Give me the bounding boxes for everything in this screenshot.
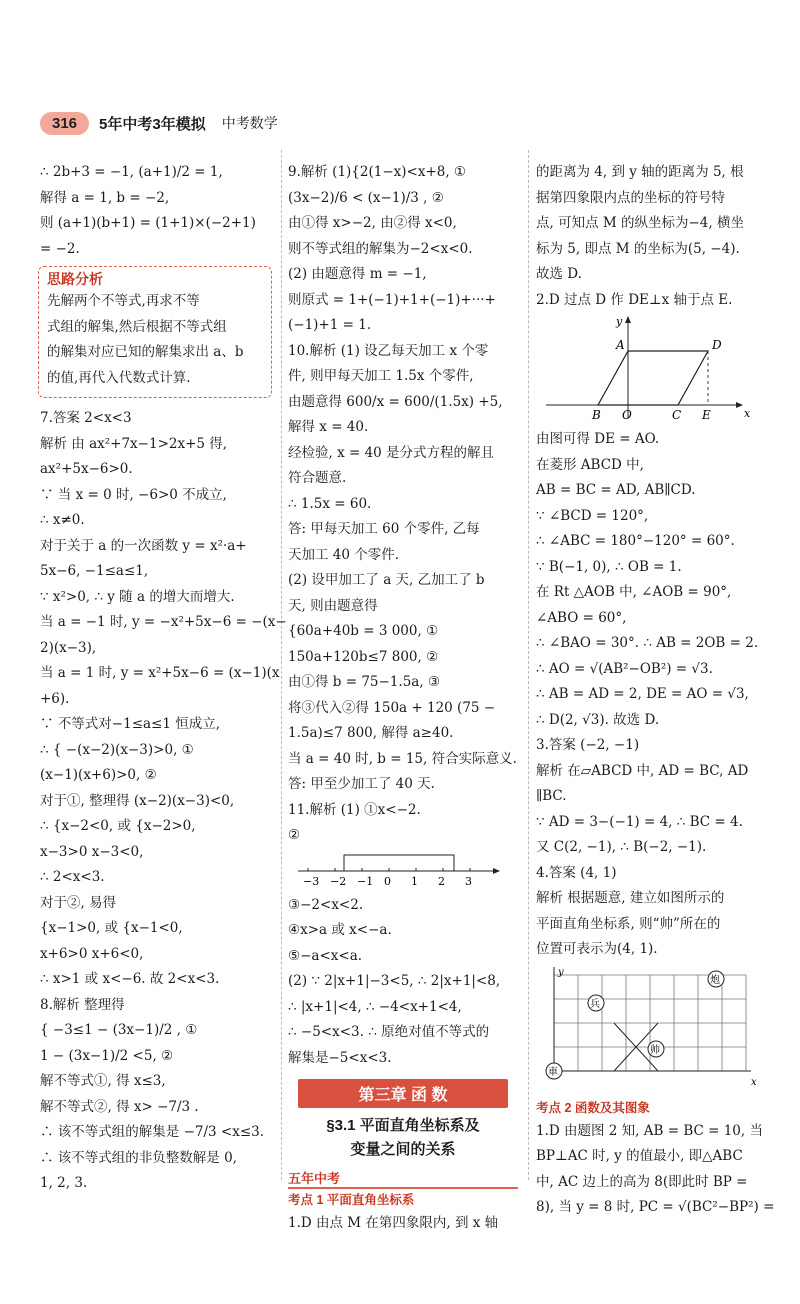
text-line: 8.解析 整理得 <box>40 996 125 1013</box>
rhombus-figure <box>536 313 756 423</box>
text-line: 当 a = 40 时, b = 15, 符合实际意义. <box>288 750 517 767</box>
text-line: ∵ ∠BCD = 120°, <box>536 507 649 524</box>
exam-point-1: 考点 1 平面直角坐标系 <box>288 1193 415 1207</box>
column-divider <box>281 150 282 1180</box>
text-line: BP⊥AC 时, y 的值最小, 即△ABC <box>536 1148 743 1164</box>
text-line: ∴ 1.5x = 60. <box>288 495 372 512</box>
text-line: ∵ AD = 3−(−1) = 4, ∴ BC = 4. <box>536 813 743 830</box>
analysis-box <box>38 266 272 398</box>
exam-point-2: 考点 2 函数及其图象 <box>536 1100 650 1115</box>
text-line: 据第四象限内点的坐标的符号特 <box>536 189 725 206</box>
text-line: ∵ 当 x = 0 时, −6>0 不成立, <box>40 486 227 503</box>
text-line: 解析 在▱ABCD 中, AD = BC, AD <box>536 762 749 779</box>
text-line: (2) ∵ 2|x+1|−3<5, ∴ 2|x+1|<8, <box>288 973 501 989</box>
text-line: 则 (a+1)(b+1) = (1+1)×(−2+1) <box>40 215 256 231</box>
text-line: = −2. <box>40 240 80 257</box>
number-line-arrow-icon <box>493 868 500 874</box>
text-line: 1.5a)≤7 800, 解得 a≥40. <box>288 725 454 741</box>
text-line: 对于关于 a 的一次函数 y = x²·a+ <box>40 537 247 554</box>
text-line: x+6>0 x+6<0, <box>40 945 144 962</box>
subject-title: 中考数学 <box>221 115 278 131</box>
number-line-label: −3 <box>303 874 320 888</box>
text-line: { −3≤1 − (3x−1)/2 , ① <box>40 1022 198 1038</box>
text-line: 在 Rt △AOB 中, ∠AOB = 90°, <box>536 584 732 600</box>
section-title-2: 变量之间的关系 <box>350 1141 456 1158</box>
board-label-x: x <box>751 1076 757 1088</box>
col1-text-b <box>40 406 287 1197</box>
number-line-label: 2 <box>438 874 445 888</box>
text-line: (3x−2)/6 < (x−1)/3 , ② <box>288 189 444 206</box>
text-line: ∴ |x+1|<4, ∴ −4<x+1<4, <box>288 998 462 1015</box>
text-line: ∴ 2b+3 = −1, (a+1)/2 = 1, <box>40 164 223 180</box>
piece-che: 車 <box>548 1066 558 1078</box>
text-line: 1 − (3x−1)/2 <5, ② <box>40 1047 174 1064</box>
text-line: 8), 当 y = 8 时, PC = √(BC²−BP²) = <box>536 1199 775 1215</box>
text-line: 对于①, 整理得 (x−2)(x−3)<0, <box>40 792 235 809</box>
label-x: x <box>744 407 751 420</box>
number-line-figure <box>288 849 508 889</box>
text-line: {x−1>0, 或 {x−1<0, <box>40 920 183 936</box>
text-line: ∵ B(−1, 0), ∴ OB = 1. <box>536 558 682 575</box>
text-line: 在菱形 ABCD 中, <box>536 456 644 473</box>
text-line: ③−2<x<2. <box>288 896 364 913</box>
text-line: 1, 2, 3. <box>40 1175 88 1191</box>
rhombus-abcd <box>598 351 708 405</box>
text-line: 解析 根据题意, 建立如图所示的 <box>536 890 725 906</box>
board-label-y: y <box>558 966 564 978</box>
label-y: y <box>616 315 623 328</box>
text-line: 先解两个不等式,再求不等 <box>47 293 200 309</box>
text-line: 当 a = 1 时, y = x²+5x−6 = (x−1)(x <box>40 665 280 681</box>
text-line: ax²+5x−6>0. <box>40 461 133 477</box>
text-line: 7.答案 2<x<3 <box>40 410 132 426</box>
text-line: 答: 甲每天加工 60 个零件, 乙每 <box>288 521 480 537</box>
interval-box <box>344 855 454 871</box>
text-line: x−3>0 x−3<0, <box>40 843 144 860</box>
book-title: 5年中考3年模拟 <box>99 115 206 133</box>
text-line: 答: 甲至少加工了 40 天. <box>288 776 435 792</box>
page-header <box>40 108 278 138</box>
text-line: 件, 则甲每天加工 1.5x 个零件, <box>288 368 474 384</box>
text-line: 2)(x−3), <box>40 639 97 656</box>
label-B: B <box>592 408 601 422</box>
text-line: ∴ 该不等式组的非负整数解是 0, <box>40 1149 237 1166</box>
text-line: 由①得 x>−2, 由②得 x<0, <box>288 215 457 231</box>
text-line: 由题意得 600/x = 600/(1.5x) +5, <box>288 393 503 410</box>
label-D: D <box>712 338 722 352</box>
text-line: 式组的解集,然后根据不等式组 <box>47 318 227 335</box>
col1-text-a <box>40 160 272 262</box>
column-1 <box>40 160 287 1197</box>
label-O: O <box>622 408 632 422</box>
text-line: 则原式 = 1+(−1)+1+(−1)+···+ <box>288 291 496 308</box>
text-line: 1.D 由题图 2 知, AB = BC = 10, 当 <box>536 1122 763 1139</box>
text-line: 4.答案 (4, 1) <box>536 864 617 881</box>
text-line: 1.D 由点 M 在第四象限内, 到 x 轴 <box>288 1215 499 1231</box>
number-line-label: 1 <box>411 874 418 888</box>
text-line: ∴ D(2, √3). 故选 D. <box>536 711 660 728</box>
number-line-label: 0 <box>384 874 391 888</box>
col2-text-a <box>288 160 518 849</box>
text-line: 又 C(2, −1), ∴ B(−2, −1). <box>536 839 707 855</box>
text-line: (x−1)(x+6)>0, ② <box>40 767 157 783</box>
text-line: ∴ ∠ABC = 180°−120° = 60°. <box>536 533 735 549</box>
col2-text-c <box>288 1211 518 1237</box>
piece-bing: 兵 <box>590 998 600 1010</box>
text-line: 中, AC 边上的高为 8(即此时 BP = <box>536 1173 748 1190</box>
piece-shuai: 帅 <box>650 1044 660 1056</box>
analysis-box-text <box>47 289 263 391</box>
text-line: 解得 x = 40. <box>288 419 369 435</box>
text-line: {60a+40b = 3 000, ① <box>288 623 439 639</box>
label-A: A <box>616 338 625 352</box>
text-line: ∠ABO = 60°, <box>536 609 627 626</box>
text-line: ∴ −5<x<3. ∴ 原绝对值不等式的 <box>288 1024 490 1040</box>
text-line: AB = BC = AD, AB∥CD. <box>536 482 696 498</box>
column-2 <box>288 160 518 1237</box>
piece-pao: 炮 <box>710 974 720 986</box>
five-year-exam-label: 五年中考 <box>288 1168 518 1189</box>
analysis-box-title: 思路分析 <box>47 271 103 287</box>
col3-text-a <box>536 160 768 313</box>
text-line: ∵ x²>0, ∴ y 随 a 的增大而增大. <box>40 588 235 605</box>
text-line: ⑤−a<x<a. <box>288 947 363 964</box>
col2-text-b <box>288 893 518 1072</box>
text-line: 150a+120b≤7 800, ② <box>288 648 439 665</box>
label-E: E <box>702 408 711 422</box>
text-line: (2) 设甲加工了 a 天, 乙加工了 b <box>288 572 485 588</box>
text-line: 解不等式①, 得 x≤3, <box>40 1073 166 1089</box>
column-3 <box>536 160 775 1221</box>
chess-board-figure <box>536 963 761 1093</box>
text-line: 2.D 过点 D 作 DE⊥x 轴于点 E. <box>536 291 733 308</box>
text-line: 解析 由 ax²+7x−1>2x+5 得, <box>40 435 228 452</box>
text-line: 符合题意. <box>288 470 347 486</box>
text-line: 10.解析 (1) 设乙每天加工 x 个零 <box>288 342 489 359</box>
chapter-title: 第三章 函 数 <box>298 1079 508 1108</box>
text-line: +6). <box>40 690 70 707</box>
col3-text-c <box>536 1119 775 1221</box>
text-line: ∴ { −(x−2)(x−3)>0, ① <box>40 741 194 758</box>
text-line: ② <box>288 827 301 843</box>
text-line: 解不等式②, 得 x> −7/3 . <box>40 1098 199 1115</box>
text-line: 的值,再代入代数式计算. <box>47 369 191 386</box>
text-line: 由①得 b = 75−1.5a, ③ <box>288 674 441 690</box>
col3-text-b <box>536 427 768 963</box>
text-line: ∴ 2<x<3. <box>40 869 105 885</box>
text-line: 经检验, x = 40 是分式方程的解且 <box>288 444 495 461</box>
text-line: 对于②, 易得 <box>40 894 117 911</box>
text-line: 解得 a = 1, b = −2, <box>40 189 170 206</box>
text-line: (2) 由题意得 m = −1, <box>288 266 427 282</box>
text-line: ∴ {x−2<0, 或 {x−2>0, <box>40 818 196 834</box>
text-line: 的解集对应已知的解集求出 a、b <box>47 344 244 360</box>
text-line: ④x>a 或 x<−a. <box>288 922 392 938</box>
text-line: 当 a = −1 时, y = −x²+5x−6 = −(x− <box>40 614 287 630</box>
text-line: 由图可得 DE = AO. <box>536 431 660 447</box>
text-line: ∥BC. <box>536 788 567 804</box>
text-line: 解集是−5<x<3. <box>288 1049 392 1066</box>
page-number: 316 <box>40 112 89 135</box>
number-line-label: −2 <box>330 874 347 888</box>
text-line: ∴ AO = √(AB²−OB²) = √3. <box>536 660 713 677</box>
text-line: 将③代入②得 150a + 120 (75 − <box>288 699 496 716</box>
text-line: 的距离为 4, 到 y 轴的距离为 5, 根 <box>536 164 744 180</box>
text-line: 则不等式组的解集为−2<x<0. <box>288 240 473 257</box>
text-line: ∴ x≠0. <box>40 512 85 528</box>
text-line: ∴ ∠BAO = 30°. ∴ AB = 2OB = 2. <box>536 635 759 651</box>
text-line: 平面直角坐标系, 则“帅”所在的 <box>536 915 721 932</box>
number-line-label: 3 <box>465 874 472 888</box>
text-line: 5x−6, −1≤a≤1, <box>40 563 149 579</box>
text-line: 9.解析 (1){2(1−x)<x+8, ① <box>288 164 467 180</box>
text-line: ∴ 该不等式组的解集是 −7/3 <x≤3. <box>40 1124 265 1140</box>
x-arrow-icon <box>736 402 743 408</box>
text-line: ∵ 不等式对−1≤a≤1 恒成立, <box>40 716 221 732</box>
text-line: 天, 则由题意得 <box>288 597 378 614</box>
text-line: 11.解析 (1) ①x<−2. <box>288 801 421 818</box>
text-line: 位置可表示为(4, 1). <box>536 941 658 957</box>
text-line: ∴ x>1 或 x<−6. 故 2<x<3. <box>40 971 220 987</box>
label-C: C <box>672 408 682 422</box>
column-divider <box>528 150 529 1180</box>
section-title-1: §3.1 平面直角坐标系及 <box>326 1117 480 1134</box>
y-arrow-icon <box>625 316 631 323</box>
text-line: 天加工 40 个零件. <box>288 546 400 563</box>
text-line: 3.答案 (−2, −1) <box>536 737 640 753</box>
text-line: 点, 可知点 M 的纵坐标为−4, 横坐 <box>536 215 744 231</box>
text-line: 标为 5, 即点 M 的坐标为(5, −4). <box>536 240 740 257</box>
text-line: 故选 D. <box>536 266 582 282</box>
number-line-label: −1 <box>357 874 374 888</box>
text-line: (−1)+1 = 1. <box>288 317 372 333</box>
text-line: ∴ AB = AD = 2, DE = AO = √3, <box>536 686 749 702</box>
